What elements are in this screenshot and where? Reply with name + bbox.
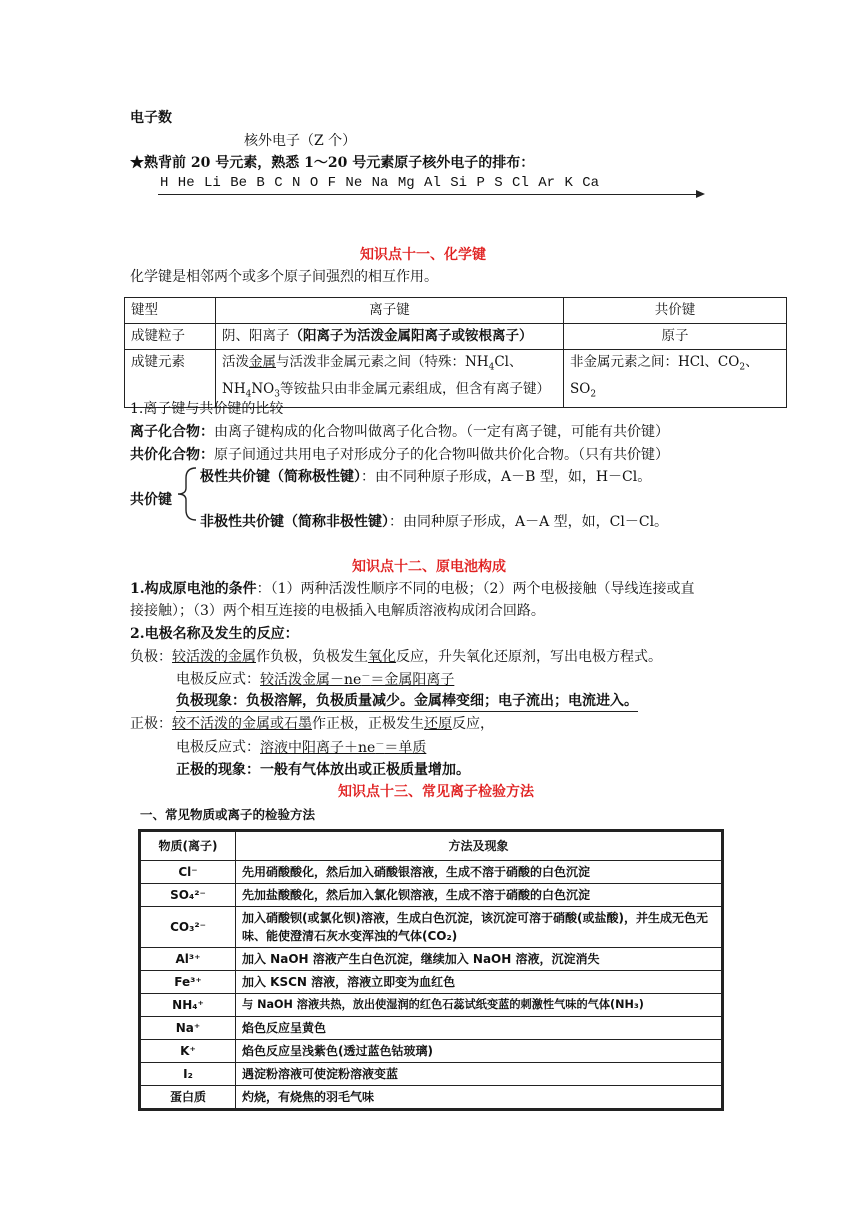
- table-row: [140, 971, 723, 994]
- text-span-underlined: 还原: [424, 716, 452, 732]
- section-title-chemical-bond: 知识点十一、化学键: [360, 247, 486, 263]
- method-cell: 加入硝酸钡(或氯化钡)溶液，生成白色沉淀，该沉淀可溶于硝酸(或盐酸)，并生成无色无味、能使澄清石灰水变浑浊的气体(CO₂): [236, 907, 723, 948]
- subscript: 4: [488, 362, 495, 373]
- method-cell: 先用硝酸酸化，然后加入硝酸银溶液，生成不溶于硝酸的白色沉淀: [236, 861, 723, 884]
- text-span: 负极：: [130, 649, 172, 665]
- covalent-compound-label: 共价化合物：: [130, 447, 214, 463]
- text-span: 反应，升失氧化还原剂，写出电极方程式。: [396, 649, 662, 665]
- table-row: [140, 948, 723, 971]
- ion-cell: 蛋白质: [140, 1086, 236, 1110]
- positive-electrode-line: [130, 713, 494, 733]
- table-cell: 成键元素: [125, 350, 216, 408]
- nonpolar-bond-label: 非极性共价键（简称非极性键）: [200, 514, 389, 530]
- nonpolar-bond-line: [200, 511, 668, 531]
- ionic-compound-line: [130, 421, 669, 441]
- method-cell: 加入 NaOH 溶液产生白色沉淀，继续加入 NaOH 溶液，沉淀消失: [236, 948, 723, 971]
- table-cell: 键型: [125, 298, 216, 324]
- table-cell: 原子: [564, 324, 787, 350]
- bond-comparison-table: [124, 297, 787, 408]
- galvanic-conditions-line2: 接接触）；（3）两个相互连接的电极插入电解质溶液构成闭合回路。: [130, 603, 545, 619]
- table-row: [140, 1017, 723, 1040]
- element-arrow-line: [158, 194, 698, 195]
- method-cell: 焰色反应呈黄色: [236, 1017, 723, 1040]
- cell-text: 与活泼非金属元素之间（特殊：NH: [276, 354, 489, 370]
- table-row: [125, 298, 787, 324]
- positive-phenomenon: 正极的现象：一般有气体放出或正极质量增加。: [176, 762, 470, 778]
- ion-cell: Fe³⁺: [140, 971, 236, 994]
- cell-text-bold: （阳离子为活泼金属阳离子或铵根离子）: [289, 328, 533, 344]
- cell-text: 非金属元素之间：HCl、CO: [570, 354, 740, 370]
- text-span: 正极：: [130, 716, 172, 732]
- table-cell: 共价键: [564, 298, 787, 324]
- cell-text: 、SO: [570, 354, 759, 397]
- memorize-note: ★熟背前 20 号元素，熟悉 1～20 号元素原子核外电子的排布：: [130, 155, 535, 171]
- section-title-galvanic-cell: 知识点十二、原电池构成: [352, 559, 506, 575]
- negative-equation-line: [176, 668, 454, 689]
- table-row: [140, 1086, 723, 1110]
- text-span: ＝单质: [384, 739, 427, 756]
- electron-count-label: 电子数: [130, 110, 172, 126]
- arrow-head-icon: [696, 190, 705, 198]
- subscript: 4: [245, 389, 252, 400]
- text-span: ＝金属阳离子: [370, 671, 455, 688]
- chemical-bond-definition: 化学键是相邻两个或多个原子间强烈的相互作用。: [130, 269, 438, 285]
- subscript: 3: [274, 389, 280, 400]
- negative-phenomenon: 负极现象：负极溶解，负极质量减少。金属棒变细；电子流出；电流进入。: [176, 690, 638, 712]
- ion-cell: Al³⁺: [140, 948, 236, 971]
- method-cell: 焰色反应呈浅紫色(透过蓝色钴玻璃): [236, 1040, 723, 1063]
- method-cell: 与 NaOH 溶液共热，放出使湿润的红色石蕊试纸变蓝的刺激性气味的气体(NH₃): [236, 994, 723, 1017]
- method-cell: 加入 KSCN 溶液，溶液立即变为血红色: [236, 971, 723, 994]
- text-span-underlined: [260, 740, 426, 756]
- ionic-compound-text: 由离子键构成的化合物叫做离子化合物。（一定有离子键，可能有共价键）: [214, 424, 669, 440]
- ion-cell: CO₃²⁻: [140, 907, 236, 948]
- table-row: [140, 1063, 723, 1086]
- cell-text: NO: [251, 380, 275, 397]
- polar-bond-line: [200, 466, 651, 486]
- section-title-ion-tests: 知识点十三、常见离子检验方法: [338, 784, 534, 800]
- table-header-cell: 物质(离子): [140, 831, 236, 861]
- cell-text-underlined: 金属: [249, 354, 276, 370]
- table-cell: 成键粒子: [125, 324, 216, 350]
- text-span: 反应，: [452, 716, 494, 732]
- comparison-heading: 1.离子键与共价键的比较: [130, 401, 284, 417]
- text-span: 电极反应式：: [176, 671, 260, 688]
- subscript: 2: [590, 389, 597, 400]
- polar-bond-label: 极性共价键（简称极性键）: [200, 469, 361, 485]
- element-sequence: H He Li Be B C N O F Ne Na Mg Al Si P S Cl Ar K Ca: [160, 175, 600, 191]
- cell-text: 阴、阳离子: [222, 328, 290, 344]
- text-span-underlined: 氧化: [368, 649, 396, 665]
- table-row: [140, 884, 723, 907]
- table-row: [140, 1040, 723, 1063]
- text-span: 作正极，正极发生: [312, 716, 424, 732]
- ion-cell: NH₄⁺: [140, 994, 236, 1017]
- negative-electrode-line: [130, 646, 662, 666]
- covalent-compound-text: 原子间通过共用电子对形成分子的化合物叫做共价化合物。（只有共价键）: [214, 447, 669, 463]
- table-row: [140, 994, 723, 1017]
- ion-cell: I₂: [140, 1063, 236, 1086]
- table-cell: [216, 324, 564, 350]
- ion-test-table: [138, 829, 724, 1111]
- ion-cell: K⁺: [140, 1040, 236, 1063]
- covalent-bond-label: 共价键: [130, 492, 172, 508]
- ion-test-scan: [130, 805, 730, 1111]
- table-row: [140, 831, 723, 861]
- text-span-underlined: 较活泼的金属: [172, 649, 256, 665]
- cell-text: 等铵盐只由非金属元素组成，但含有离子键）: [279, 380, 550, 397]
- table-header-cell: 方法及现象: [236, 831, 723, 861]
- text-span-underlined: 较不活泼的金属或石墨: [172, 716, 312, 732]
- galvanic-conditions-text: ：（1）两种活泼性顺序不同的电极；（2）两个电极接触（导线连接或直: [256, 581, 695, 597]
- method-cell: 遇淀粉溶液可使淀粉溶液变蓝: [236, 1063, 723, 1086]
- text-span-underlined: [260, 672, 454, 688]
- table-row: [140, 907, 723, 948]
- table-row: [125, 324, 787, 350]
- scan-title: 一、常见物质或离子的检验方法: [140, 807, 316, 822]
- text-span: 溶液中阳离子＋ne: [260, 739, 376, 756]
- ion-cell: Cl⁻: [140, 861, 236, 884]
- ion-cell: Na⁺: [140, 1017, 236, 1040]
- method-cell: 灼烧，有烧焦的羽毛气味: [236, 1086, 723, 1110]
- cell-text: NH: [222, 380, 246, 397]
- ion-cell: SO₄²⁻: [140, 884, 236, 907]
- method-cell: 先加盐酸酸化，然后加入氯化钡溶液，生成不溶于硝酸的白色沉淀: [236, 884, 723, 907]
- subscript: 2: [739, 362, 746, 373]
- curly-brace-icon: [176, 466, 198, 522]
- superscript: －: [361, 671, 371, 681]
- galvanic-conditions-label: 1.构成原电池的条件: [130, 581, 257, 597]
- ionic-compound-label: 离子化合物：: [130, 424, 214, 440]
- text-span: 电极反应式：: [176, 739, 260, 756]
- covalent-compound-line: [130, 444, 669, 464]
- table-row: [140, 861, 723, 884]
- positive-equation-line: [176, 736, 426, 757]
- cell-text: Cl、: [494, 354, 523, 370]
- text-span: 作负极，负极发生: [256, 649, 368, 665]
- polar-bond-text: ：由不同种原子形成，A－B 型，如，H－Cl。: [361, 469, 652, 485]
- nonpolar-bond-text: ：由同种原子形成，A－A 型，如，Cl－Cl。: [389, 514, 669, 530]
- galvanic-conditions-line1: [130, 578, 694, 598]
- superscript: －: [375, 739, 385, 749]
- extranuclear-electron-label: 核外电子（Z 个）: [244, 133, 357, 149]
- electrode-heading: 2.电极名称及发生的反应：: [130, 626, 299, 642]
- text-span: 较活泼金属－ne: [260, 671, 362, 688]
- table-cell: [564, 350, 787, 408]
- cell-text: 活泼: [222, 354, 249, 370]
- table-cell: 离子键: [216, 298, 564, 324]
